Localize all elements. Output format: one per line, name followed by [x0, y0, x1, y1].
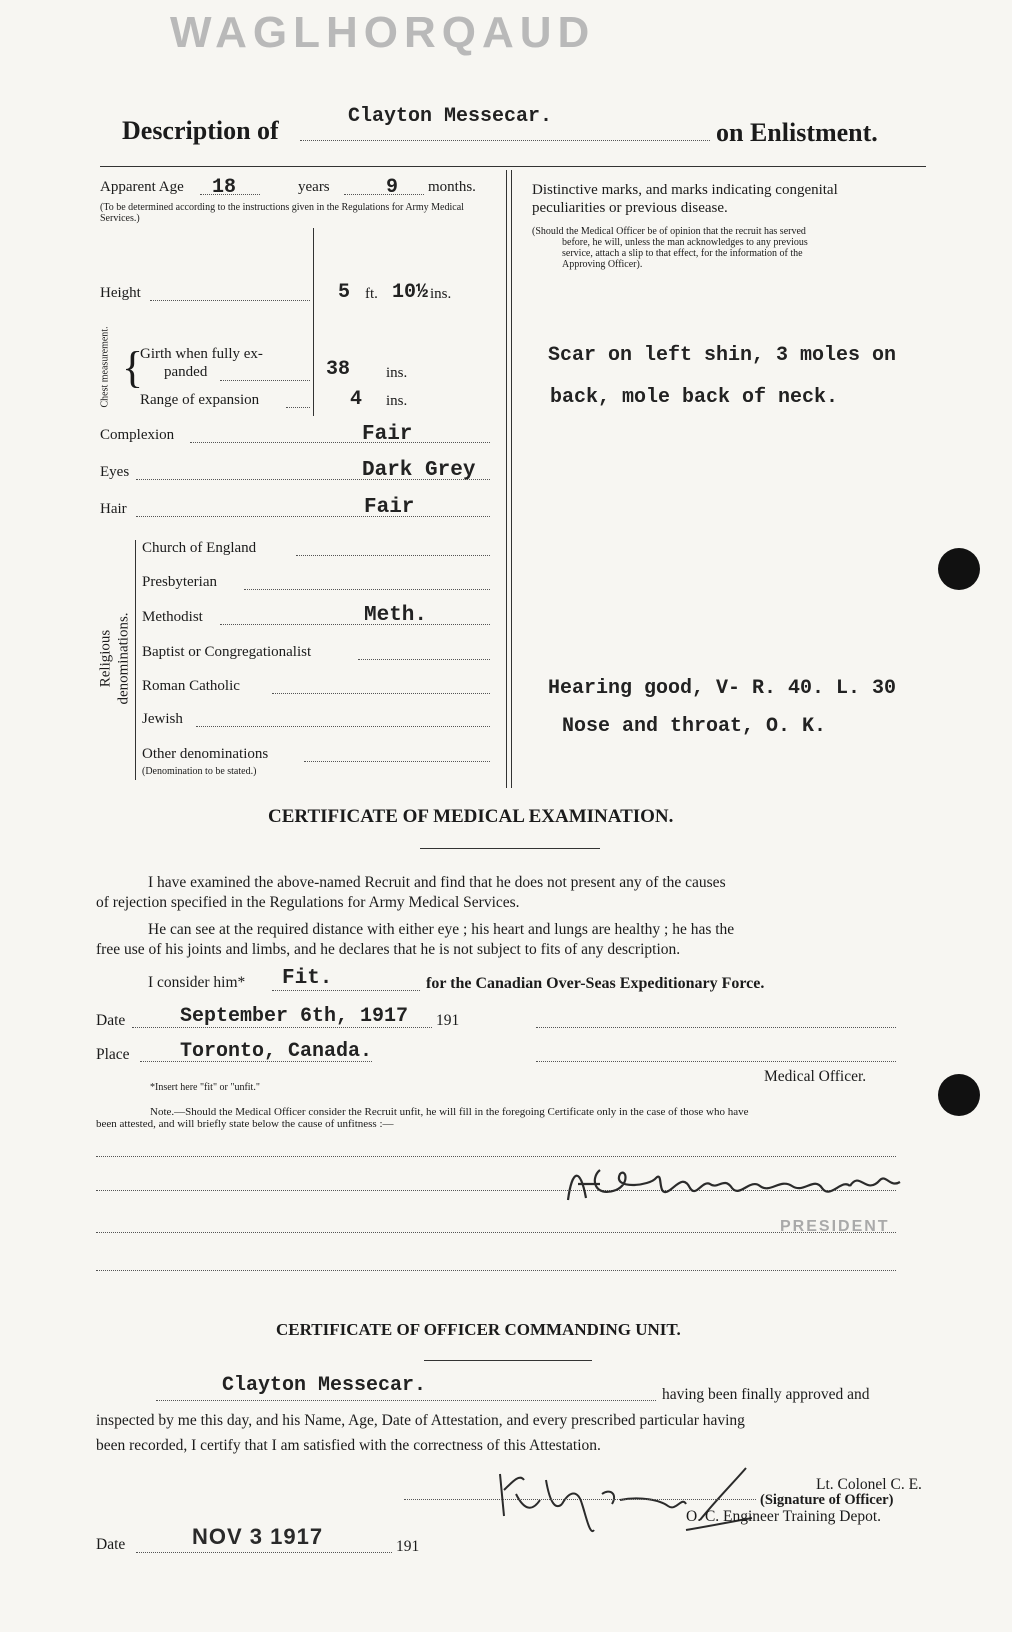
religion-item-other: Other denominations [142, 746, 269, 762]
age-years-label: years [298, 179, 330, 195]
age-dots-2 [344, 194, 424, 195]
religion-bracket-rule [135, 540, 136, 780]
medical-officer-label: Medical Officer. [764, 1068, 867, 1085]
religion-dots-1 [244, 589, 490, 590]
chest-girth-label-2: panded [164, 364, 208, 380]
religion-item-baptist: Baptist or Congregationalist [142, 644, 312, 660]
religion-dots-2 [220, 624, 490, 625]
medical-signature-dots-2 [536, 1061, 896, 1062]
commanding-line1-suffix: having been finally approved and [662, 1386, 870, 1403]
measurements-column-rule [313, 228, 314, 416]
binder-hole-top [938, 548, 980, 590]
marks-note-2: before, he will, unless the man acknowledges to any previous [562, 237, 808, 248]
marks-text-1: Scar on left shin, 3 moles on [548, 344, 897, 367]
religion-selected-value: Meth. [364, 604, 428, 627]
medical-place-value: Toronto, Canada. [180, 1040, 373, 1063]
medical-para1-line2: of rejection specified in the Regulations for Army Medical Services. [96, 894, 520, 911]
header-stamp: WAGLHORQAUD [170, 8, 596, 57]
height-ins-label: ins. [430, 286, 452, 302]
eyes-value: Dark Grey [362, 459, 476, 482]
commanding-line2: inspected by me this day, and his Name, Age, Date of Attestation, and every prescribed particular having [96, 1412, 745, 1429]
unfitness-line-4 [96, 1270, 896, 1271]
medical-signature-dots-1 [536, 1027, 896, 1028]
religion-other-note: (Denomination to be stated.) [142, 766, 257, 777]
height-feet-value: 5 [338, 281, 351, 304]
commanding-date-stamp: NOV 3 1917 [192, 1524, 324, 1549]
marks-text-2: back, mole back of neck. [550, 386, 839, 409]
unfitness-line-3 [96, 1232, 896, 1233]
table-center-divider-2 [511, 170, 512, 788]
medical-para2-line1: He can see at the required distance with either eye ; his heart and lungs are healthy ; he has the [148, 921, 735, 938]
chest-range-value: 4 [350, 388, 363, 411]
eyes-label: Eyes [100, 464, 130, 480]
medical-date-year: 191 [436, 1012, 460, 1029]
religion-item-church-of-england: Church of England [142, 540, 257, 556]
medical-date-value: September 6th, 1917 [180, 1005, 409, 1028]
hair-label: Hair [100, 501, 127, 517]
marks-note-4: Approving Officer). [562, 259, 643, 270]
marks-heading-1: Distinctive marks, and marks indicating congenital [532, 182, 838, 198]
religion-dots-6 [304, 761, 490, 762]
consider-dots [272, 990, 420, 991]
consider-label: I consider him* [148, 974, 246, 991]
commanding-line3: been recorded, I certify that I am satisfied with the correctness of this Attestation. [96, 1437, 601, 1454]
religion-item-presbyterian: Presbyterian [142, 574, 217, 590]
commanding-name-dots [156, 1400, 656, 1401]
commanding-signature-label: (Signature of Officer) [760, 1492, 894, 1508]
unfitness-line-1 [96, 1156, 896, 1157]
religion-group-label-2: denominations. [115, 612, 132, 705]
commanding-signature-dots [404, 1499, 756, 1500]
commanding-name-value: Clayton Messecar. [222, 1374, 427, 1397]
consider-value: Fit. [282, 967, 333, 990]
religion-group-label-1: Religious [97, 629, 114, 688]
consider-suffix: for the Canadian Over-Seas Expeditionary Force. [426, 975, 765, 992]
medical-note-line1: Note.—Should the Medical Officer consider the Recruit unfit, he will fill in the foregoing Certificate only in the case of those who have [150, 1106, 749, 1118]
age-years-value: 18 [212, 176, 237, 199]
chest-range-dots [286, 407, 310, 408]
height-ft-label: ft. [365, 286, 378, 302]
commanding-unit: O. C. Engineer Training Depot. [686, 1508, 882, 1525]
commanding-heading-rule [424, 1360, 592, 1361]
religion-item-methodist: Methodist [142, 609, 203, 625]
height-dots [150, 300, 310, 301]
chest-girth-value: 38 [326, 358, 351, 381]
religion-dots-3 [358, 659, 490, 660]
chest-range-label: Range of expansion [140, 392, 260, 408]
title-name: Clayton Messecar. [348, 105, 553, 128]
marks-note-3: service, attach a slip to that effect, for the information of the [562, 248, 803, 259]
religion-dots-5 [196, 726, 490, 727]
marks-heading-2: peculiarities or previous disease. [532, 200, 728, 216]
marks-text-4: Nose and throat, O. K. [562, 715, 827, 738]
complexion-value: Fair [362, 423, 413, 446]
marks-note-1: (Should the Medical Officer be of opinion that the recruit has served [532, 226, 806, 237]
insert-note: *Insert here "fit" or "unfit." [150, 1082, 260, 1093]
chest-girth-ins-label: ins. [386, 365, 408, 381]
religion-item-roman-catholic: Roman Catholic [142, 678, 240, 694]
title-underline [300, 140, 710, 141]
chest-group-label: Chest measurement. [99, 326, 111, 408]
commanding-heading: CERTIFICATE OF OFFICER COMMANDING UNIT. [276, 1320, 681, 1339]
height-inches-value: 10½ [392, 281, 429, 304]
age-months-value: 9 [386, 176, 399, 199]
medical-para2-line2: free use of his joints and limbs, and he declares that he is not subject to fits of any description. [96, 941, 681, 958]
chest-bracket: { [122, 343, 144, 392]
age-months-label: months. [428, 179, 476, 195]
medical-date-label: Date [96, 1012, 126, 1029]
commanding-officer-signature [490, 1460, 770, 1540]
complexion-label: Complexion [100, 427, 175, 443]
marks-text-3: Hearing good, V- R. 40. L. 30 [548, 677, 897, 700]
hair-value: Fair [364, 496, 415, 519]
binder-hole-bottom [938, 1074, 980, 1116]
religion-item-jewish: Jewish [142, 711, 183, 727]
medical-heading: CERTIFICATE OF MEDICAL EXAMINATION. [268, 806, 674, 827]
table-top-rule [100, 166, 926, 167]
complexion-dots [190, 442, 490, 443]
commanding-date-label: Date [96, 1536, 126, 1553]
chest-girth-dots [220, 380, 310, 381]
commanding-date-year: 191 [396, 1538, 420, 1555]
religion-dots-0 [296, 555, 490, 556]
title-prefix: Description of [122, 116, 279, 145]
height-label: Height [100, 285, 141, 301]
title-suffix: on Enlistment. [716, 118, 878, 147]
medical-officer-signature [560, 1160, 910, 1210]
age-note: (To be determined according to the instructions given in the Regulations for Army Medical Services.) [100, 202, 464, 224]
president-stamp: PRESIDENT [780, 1218, 890, 1235]
hair-dots [136, 516, 490, 517]
chest-girth-label-1: Girth when fully ex- [140, 346, 263, 362]
age-label: Apparent Age [100, 179, 184, 195]
medical-note-line2: been attested, and will briefly state below the cause of unfitness :— [96, 1118, 394, 1130]
commanding-rank: Lt. Colonel C. E. [816, 1476, 922, 1493]
medical-place-label: Place [96, 1046, 130, 1063]
medical-para1-line1: I have examined the above-named Recruit and find that he does not present any of the causes [148, 874, 726, 891]
chest-range-ins-label: ins. [386, 393, 408, 409]
table-center-divider [506, 170, 507, 788]
religion-dots-4 [272, 693, 490, 694]
medical-heading-rule [420, 848, 600, 849]
commanding-date-dots [136, 1552, 392, 1553]
